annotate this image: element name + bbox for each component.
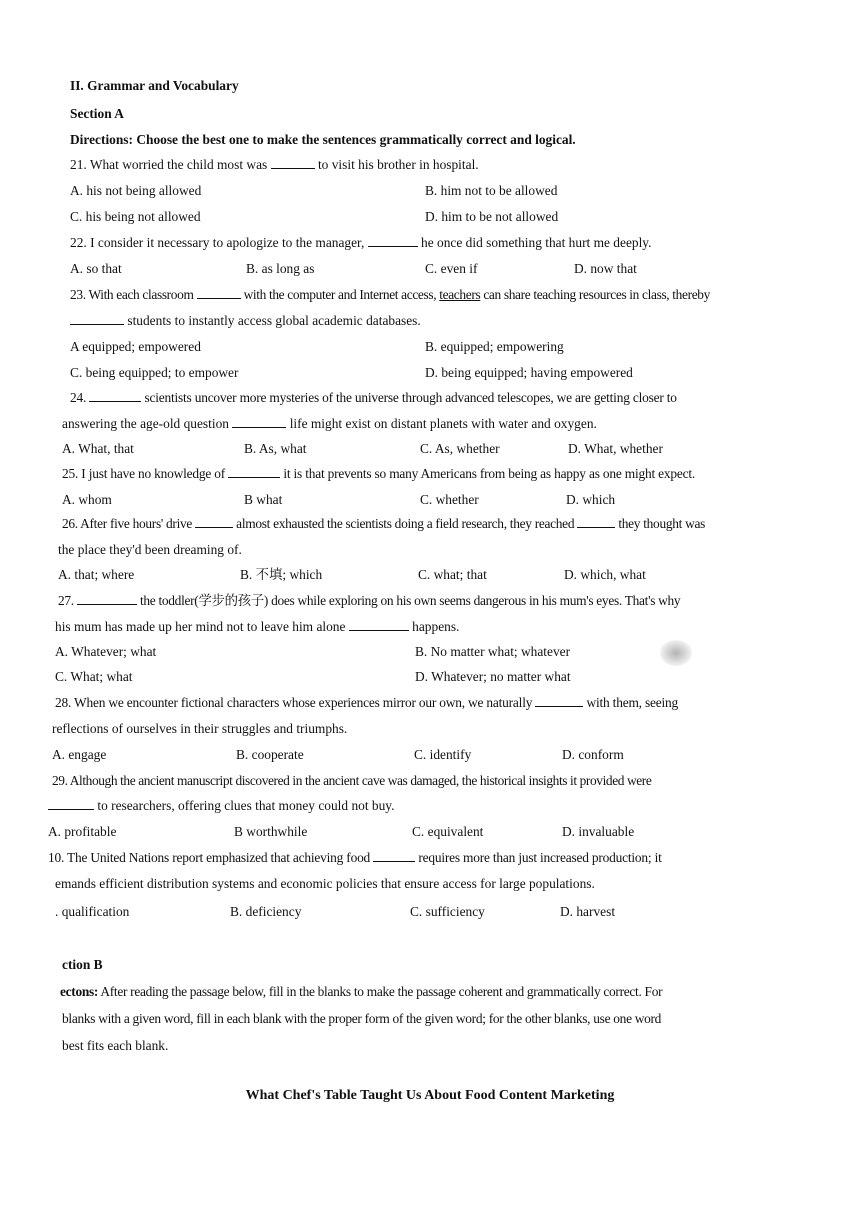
q27-stem-part-b: the toddler(学步的孩子) does while exploring on his own seems dangerous in his mum's eyes. That's why [139,593,681,608]
q27-option-d: D. Whatever; no matter what [415,669,571,684]
q24-blank-1 [89,390,141,402]
question-30-stem-line-1 [48,850,662,866]
q24-option-b: B. As, what [244,441,307,456]
q24-blank-2 [232,416,286,428]
q25-stem-part-a: 25. I just have no knowledge of [62,466,226,481]
q23-option-d: D. being equipped; having empowered [425,365,633,380]
q29-option-c: C. equivalent [412,824,484,839]
q27-blank-1 [77,593,137,605]
q24-stem-part-d: life might exist on distant planets with water and oxygen. [289,416,597,431]
q25-option-a: A. whom [62,492,112,507]
q24-option-d: D. What, whether [568,441,663,456]
q27-stem-part-d: happens. [412,619,460,634]
q21-option-c: C. his being not allowed [70,209,201,224]
section-b-directions-line-1 [60,984,662,1000]
question-28-stem-line-1 [55,695,678,711]
q29-option-a: A. profitable [48,824,117,839]
q29-stem-part-a: 29. Although the ancient manuscript discovered in the ancient cave was damaged, the historical insights it provided were [52,773,652,788]
q22-option-c: C. even if [425,261,478,276]
passage-title: What Chef's Table Taught Us About Food Content Marketing [245,1088,615,1103]
q23-underlined-word: teachers [439,287,481,302]
directions-text: Choose the best one to make the sentences grammatically correct and logical. [132,132,576,147]
q25-blank [228,466,280,478]
q26-option-d: D. which, what [564,567,646,582]
question-21-stem [70,157,479,173]
q29-option-b: B worthwhile [234,824,308,839]
q27-option-c: C. What; what [55,669,133,684]
q30-option-c: C. sufficiency [410,904,485,919]
q22-blank [368,235,418,247]
q23-blank-1 [197,287,241,299]
q30-stem-part-a: 10. The United Nations report emphasized that achieving food [48,850,371,865]
section-b-directions-label: ectons: [60,984,99,999]
q28-stem-part-c: reflections of ourselves in their struggles and triumphs. [52,721,348,736]
q25-option-c: C. whether [420,492,479,507]
q22-option-b: B. as long as [246,261,315,276]
q26-blank-1 [195,516,233,528]
q26-stem-part-d: the place they'd been dreaming of. [58,542,242,557]
question-27-stem-line-1 [58,593,680,609]
ink-smudge [660,640,692,666]
q28-option-a: A. engage [52,747,107,762]
section-b-directions-line-2: blanks with a given word, fill in each blank with the proper form of the given word; for the other blanks, use one word [62,1011,662,1026]
q24-stem-part-b: scientists uncover more mysteries of the universe through advanced telescopes, we are getting closer to [144,390,677,405]
q23-stem-part-a: 23. With each classroom [70,287,194,302]
section-b-heading: ction B [62,957,103,972]
question-23-stem-line-1 [70,287,710,303]
q28-stem-part-a: 28. When we encounter fictional characters whose experiences mirror our own, we naturally [55,695,533,710]
q25-option-d: D. which [566,492,616,507]
q29-stem-part-b: to researchers, offering clues that money could not buy. [97,798,395,813]
q28-option-d: D. conform [562,747,624,762]
q23-stem-part-d: students to instantly access global academic databases. [127,313,421,328]
question-23-stem-line-2 [70,313,421,329]
part-heading: II. Grammar and Vocabulary [70,78,239,93]
q28-stem-part-b: with them, seeing [586,695,678,710]
question-27-stem-line-2 [55,619,459,635]
q29-option-d: D. invaluable [562,824,635,839]
q24-stem-part-a: 24. [70,390,87,405]
q25-option-b: B what [244,492,283,507]
q21-blank [271,157,315,169]
q28-blank [535,695,583,707]
question-26-stem-line-1 [62,516,705,532]
q26-stem-part-b: almost exhausted the scientists doing a field research, they reached [236,516,575,531]
q24-stem-part-c: answering the age-old question [62,416,229,431]
q28-option-b: B. cooperate [236,747,304,762]
q30-option-b: B. deficiency [230,904,302,919]
q23-option-a: A equipped; empowered [70,339,201,354]
q30-option-d: D. harvest [560,904,616,919]
q23-option-b: B. equipped; empowering [425,339,564,354]
q29-blank [48,798,94,810]
q21-option-d: D. him to be not allowed [425,209,559,224]
q30-stem-part-b: requires more than just increased production; it [418,850,662,865]
q21-stem-part-b: to visit his brother in hospital. [317,157,479,172]
q21-option-b: B. him not to be allowed [425,183,558,198]
q30-blank [373,850,415,862]
q21-stem-part-a: 21. What worried the child most was [70,157,268,172]
q27-option-b: B. No matter what; whatever [415,644,571,659]
q22-option-d: D. now that [574,261,637,276]
q27-stem-part-c: his mum has made up her mind not to leave him alone [55,619,346,634]
q27-stem-part-a: 27. [58,593,74,608]
q24-option-a: A. What, that [62,441,134,456]
q26-stem-part-c: they thought was [618,516,706,531]
q22-option-a: A. so that [70,261,122,276]
q28-option-c: C. identify [414,747,472,762]
q22-stem-part-a: 22. I consider it necessary to apologize to the manager, [70,235,365,250]
q26-stem-part-a: 26. After five hours' drive [62,516,193,531]
section-b-directions-line-3: best fits each blank. [62,1038,169,1053]
question-29-stem-line-2 [48,798,394,814]
section-b-directions-text-1: After reading the passage below, fill in the blanks to make the passage coherent and grammatically correct. For [98,984,663,999]
section-a-heading: Section A [70,106,124,121]
question-22-stem [70,235,651,251]
question-24-stem-line-2 [62,416,597,432]
q23-stem-part-b: with the computer and Internet access, [243,287,437,302]
question-25-stem [62,466,695,482]
q27-option-a: A. Whatever; what [55,644,157,659]
q26-option-b: B. 不填; which [240,567,323,582]
q30-stem-part-c: emands efficient distribution systems and economic policies that ensure access for large populations. [55,876,595,891]
directions-label: Directions: [70,132,133,147]
q24-option-c: C. As, whether [420,441,500,456]
question-24-stem-line-1 [70,390,677,406]
q23-stem-part-c: can share teaching resources in class, thereby [483,287,710,302]
section-a-directions [70,132,576,148]
q26-option-a: A. that; where [58,567,135,582]
q27-blank-2 [349,619,409,631]
q23-option-c: C. being equipped; to empower [70,365,239,380]
q26-option-c: C. what; that [418,567,487,582]
q25-stem-part-b: it is that prevents so many Americans from being as happy as one might expect. [283,466,696,481]
q22-stem-part-b: he once did something that hurt me deeply. [421,235,652,250]
q26-blank-2 [577,516,615,528]
q30-option-a: . qualification [55,904,130,919]
q21-option-a: A. his not being allowed [70,183,202,198]
q23-blank-2 [70,313,124,325]
